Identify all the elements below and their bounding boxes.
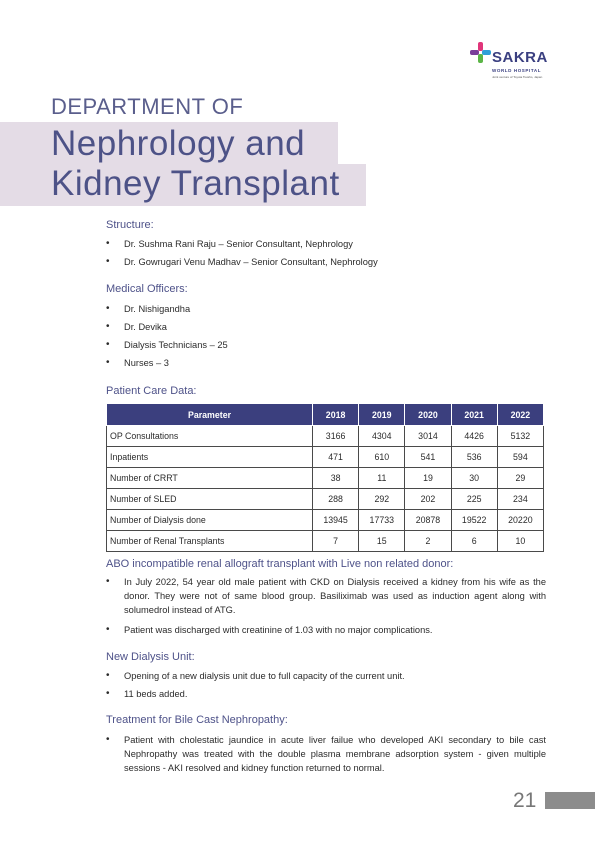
table-cell: 594 [497,447,543,468]
table-cell: 7 [313,531,359,552]
bile-cast-heading: Treatment for Bile Cast Nephropathy: [106,714,288,726]
new-dialysis-heading: New Dialysis Unit: [106,651,195,663]
table-row [107,510,544,531]
table-cell: 3166 [313,426,359,447]
list-item: • Dr. Sushma Rani Raju – Senior Consultant, Nephrology [106,237,546,251]
column-header: 2020 [405,404,451,426]
table-cell: 20220 [497,510,543,531]
structure-heading: Structure: [106,219,154,231]
list-item: • Dialysis Technicians – 25 [106,338,546,352]
table-cell: Number of Renal Transplants [107,531,313,552]
table-row [107,447,544,468]
department-label: DEPARTMENT OF [51,94,244,119]
table-row [107,489,544,510]
table-cell: 5132 [497,426,543,447]
table-cell: 471 [313,447,359,468]
list-item: • Dr. Gowrugari Venu Madhav – Senior Consultant, Nephrology [106,255,546,269]
table-cell: 610 [359,447,405,468]
table-row [107,468,544,489]
column-header: Parameter [107,404,313,426]
table-cell: 29 [497,468,543,489]
table-cell: Number of SLED [107,489,313,510]
list-item: • Dr. Nishigandha [106,302,546,316]
patient-care-heading: Patient Care Data: [106,385,197,397]
list-item: • Dr. Devika [106,320,546,334]
abo-list [106,575,546,637]
table-cell: 10 [497,531,543,552]
list-item: • In July 2022, 54 year old male patient with CKD on Dialysis received a kidney from his wife as the donor. They were not of same blood group. Basiliximab was used as induction agent along with solumedrol instead of ATG. [106,575,546,617]
table-cell: 225 [451,489,497,510]
table-cell: 292 [359,489,405,510]
table-cell: 4304 [359,426,405,447]
table-cell: 234 [497,489,543,510]
list-item: • Nurses – 3 [106,356,546,370]
table-cell: 19 [405,468,451,489]
abo-heading: ABO incompatible renal allograft transplant with Live non related donor: [106,558,454,570]
table-cell: 6 [451,531,497,552]
table-cell: 541 [405,447,451,468]
column-header: 2021 [451,404,497,426]
page-title-line-1: Nephrology and [51,124,306,163]
structure-list [106,237,546,269]
table-row [107,531,544,552]
table-cell: 2 [405,531,451,552]
table-cell: Number of CRRT [107,468,313,489]
logo-tagline: Joint venture of Toyota Tsusho, Japan [492,75,543,79]
table-cell: 17733 [359,510,405,531]
list-item: • 11 beds added. [106,687,546,701]
table-cell: 4426 [451,426,497,447]
column-header: 2018 [313,404,359,426]
logo-subtitle: WORLD HOSPITAL [492,68,542,73]
table-cell: 11 [359,468,405,489]
medical-officers-list [106,302,546,370]
table-cell: 288 [313,489,359,510]
table-cell: OP Consultations [107,426,313,447]
list-item: • Patient with cholestatic jaundice in acute liver failue who developed AKI secondary to bile cast Nephropathy was treated with the double plasma membrane adsorption system - given multiple sessions - AKI resolved and kidney function returned to normal. [106,733,546,775]
patient-care-table [106,403,544,552]
table-cell: Number of Dialysis done [107,510,313,531]
medical-officers-heading: Medical Officers: [106,283,188,295]
cross-logo-icon [470,42,492,64]
table-cell: 15 [359,531,405,552]
table-cell: 30 [451,468,497,489]
table-cell: 3014 [405,426,451,447]
logo-name: SAKRA [492,49,548,66]
table-cell: 202 [405,489,451,510]
page-title-line-2: Kidney Transplant [51,164,340,203]
table-cell: 38 [313,468,359,489]
column-header: 2019 [359,404,405,426]
list-item: • Opening of a new dialysis unit due to full capacity of the current unit. [106,669,546,683]
table-cell: 13945 [313,510,359,531]
table-cell: 536 [451,447,497,468]
new-dialysis-list [106,669,546,701]
bile-cast-list [106,733,546,775]
table-row [107,426,544,447]
table-header-row [107,404,544,426]
column-header: 2022 [497,404,543,426]
table-cell: Inpatients [107,447,313,468]
page-number-bar [545,792,595,809]
table-cell: 20878 [405,510,451,531]
table-cell: 19522 [451,510,497,531]
page-number: 21 [513,789,537,812]
hospital-logo [470,40,550,85]
list-item: • Patient was discharged with creatinine of 1.03 with no major complications. [106,623,546,637]
